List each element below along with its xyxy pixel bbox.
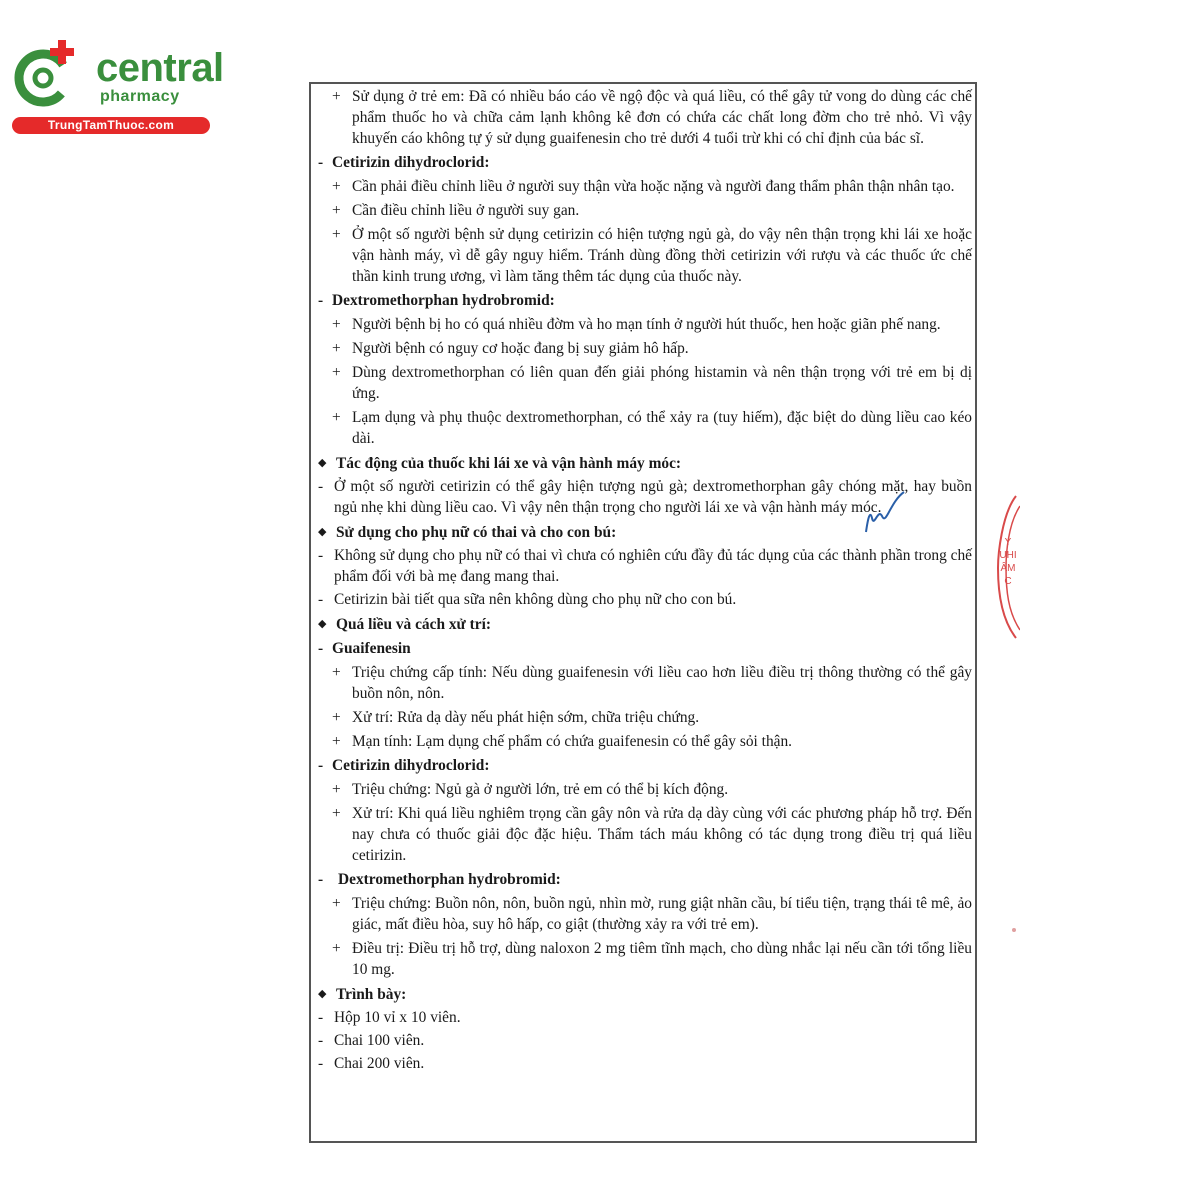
plus-bullet-icon: + <box>332 226 341 243</box>
list-item: - Chai 200 viên. <box>318 1055 425 1072</box>
plus-bullet-icon: + <box>332 340 341 357</box>
central-pharmacy-logo-icon <box>10 38 84 112</box>
list-item: + Sử dụng ở trẻ em: Đã có nhiều báo cáo về ngộ độc và quá liều, có thể gây tử vong do dùng các chế phẩm thuốc ho và chữa cảm lạnh không kê đơn có chứa các chất long đờm cho trẻ nhỏ. Vì vậy khuyến cáo không tự ý sử dụng guaifenesin cho trẻ dưới 4 tuổi trừ khi có chỉ định của bác sĩ. <box>332 88 972 147</box>
section-heading: ◆ Tác động của thuốc khi lái xe và vận hành máy móc: <box>318 455 682 472</box>
brand-url: TrungTamThuoc.com <box>12 117 210 134</box>
list-item: - Hộp 10 vỉ x 10 viên. <box>318 1009 461 1026</box>
stamp-text: Y UHI ÂM C <box>999 537 1017 587</box>
plus-bullet-icon: + <box>332 940 341 957</box>
list-item: + Mạn tính: Lạm dụng chế phẩm có chứa guaifenesin có thể gây sỏi thận. <box>332 733 793 750</box>
list-item: - Ở một số người cetirizin có thể gây hiện tượng ngủ gà; dextromethorphan gây chóng mặt, hay buồn ngủ nhẹ khi dùng liều cao. Vì vậy nên thận trọng cho người lái xe và vận hành máy móc. <box>318 478 972 516</box>
list-item: + Cần điều chỉnh liều ở người suy gan. <box>332 202 580 219</box>
plus-bullet-icon: + <box>332 202 341 219</box>
plus-bullet-icon: + <box>332 178 341 195</box>
plus-bullet-icon: + <box>332 895 341 912</box>
subsection-heading: - Cetirizin dihydroclorid: <box>318 757 490 774</box>
diamond-bullet-icon: ◆ <box>318 988 327 1000</box>
section-heading: - Dextromethorphan hydrobromid: <box>318 292 555 309</box>
list-item: + Xử trí: Khi quá liều nghiêm trọng cần gây nôn và rửa dạ dày cùng với các phương pháp hỗ trợ. Đến nay chưa có thuốc giải độc đặc hiệu. Thẩm tách máu không có tác dụng trong điều trị quá liều cetirizin. <box>332 805 972 864</box>
list-item: + Người bệnh bị ho có quá nhiều đờm và ho mạn tính ở người hút thuốc, hen hoặc giãn phế nang. <box>332 316 941 333</box>
section-heading: - Cetirizin dihydroclorid: <box>318 154 490 171</box>
list-item: - Cetirizin bài tiết qua sữa nên không dùng cho phụ nữ cho con bú. <box>318 591 737 608</box>
list-item: + Người bệnh có nguy cơ hoặc đang bị suy giảm hô hấp. <box>332 340 689 357</box>
diamond-bullet-icon: ◆ <box>318 526 327 538</box>
list-item: + Ở một số người bệnh sử dụng cetirizin có hiện tượng ngủ gà, do vậy nên thận trọng khi lái xe hoặc vận hành máy, vì dễ gây nguy hiểm. Tránh dùng đồng thời cetirizin với rượu và các thuốc ức chế thần kinh trung ương, vì làm tăng thêm tác dụng của thuốc này. <box>332 226 972 285</box>
document-body <box>318 86 972 1074</box>
ink-dot <box>1012 928 1016 932</box>
list-item: - Không sử dụng cho phụ nữ có thai vì chưa có nghiên cứu đầy đủ tác dụng của các thành phần trong chế phẩm đối với bà mẹ đang mang thai. <box>318 547 972 585</box>
plus-bullet-icon: + <box>332 409 341 426</box>
plus-bullet-icon: + <box>332 664 341 681</box>
subsection-heading: - Dextromethorphan hydrobromid: <box>318 871 561 888</box>
list-item: + Cần phải điều chỉnh liều ở người suy thận vừa hoặc nặng và người đang thẩm phân thận nhân tạo. <box>332 178 955 195</box>
list-item: + Triệu chứng: Ngủ gà ở người lớn, trẻ em có thể bị kích động. <box>332 781 729 798</box>
list-item: + Điều trị: Điều trị hỗ trợ, dùng naloxon 2 mg tiêm tĩnh mạch, cho dùng nhắc lại nếu cần tới tổng liều 10 mg. <box>332 940 972 978</box>
section-heading: ◆ Sử dụng cho phụ nữ có thai và cho con bú: <box>318 524 617 541</box>
section-heading: ◆ Trình bày: <box>318 986 407 1003</box>
brand-subtitle: pharmacy <box>100 88 180 105</box>
list-item: + Dùng dextromethorphan có liên quan đến giải phóng histamin và nên thận trọng với trẻ em bị dị ứng. <box>332 364 972 402</box>
subsection-heading: - Guaifenesin <box>318 640 411 657</box>
diamond-bullet-icon: ◆ <box>318 618 327 630</box>
plus-bullet-icon: + <box>332 364 341 381</box>
plus-bullet-icon: + <box>332 805 341 822</box>
list-item: - Chai 100 viên. <box>318 1032 425 1049</box>
list-item: + Triệu chứng cấp tính: Nếu dùng guaifenesin với liều cao hơn liều điều trị thông thường có thể gây buồn nôn, nôn. <box>332 664 972 702</box>
plus-bullet-icon: + <box>332 709 341 726</box>
plus-bullet-icon: + <box>332 733 341 750</box>
plus-bullet-icon: + <box>332 88 341 105</box>
list-item: + Triệu chứng: Buồn nôn, nôn, buồn ngủ, nhìn mờ, rung giật nhãn cầu, bí tiểu tiện, trạng thái tê mê, ảo giác, mất điều hòa, suy hô hấp, co giật (thường xảy ra với trẻ em). <box>332 895 972 933</box>
list-item: + Lạm dụng và phụ thuộc dextromethorphan, có thể xảy ra (tuy hiếm), đặc biệt do dùng liều cao kéo dài. <box>332 409 972 447</box>
section-heading: ◆ Quá liều và cách xử trí: <box>318 616 492 633</box>
plus-bullet-icon: + <box>332 781 341 798</box>
brand-name: central <box>96 46 224 90</box>
brand-logo <box>10 38 224 138</box>
plus-bullet-icon: + <box>332 316 341 333</box>
signature-mark <box>860 488 910 538</box>
diamond-bullet-icon: ◆ <box>318 457 327 469</box>
list-item: + Xử trí: Rửa dạ dày nếu phát hiện sớm, chữa triệu chứng. <box>332 709 700 726</box>
